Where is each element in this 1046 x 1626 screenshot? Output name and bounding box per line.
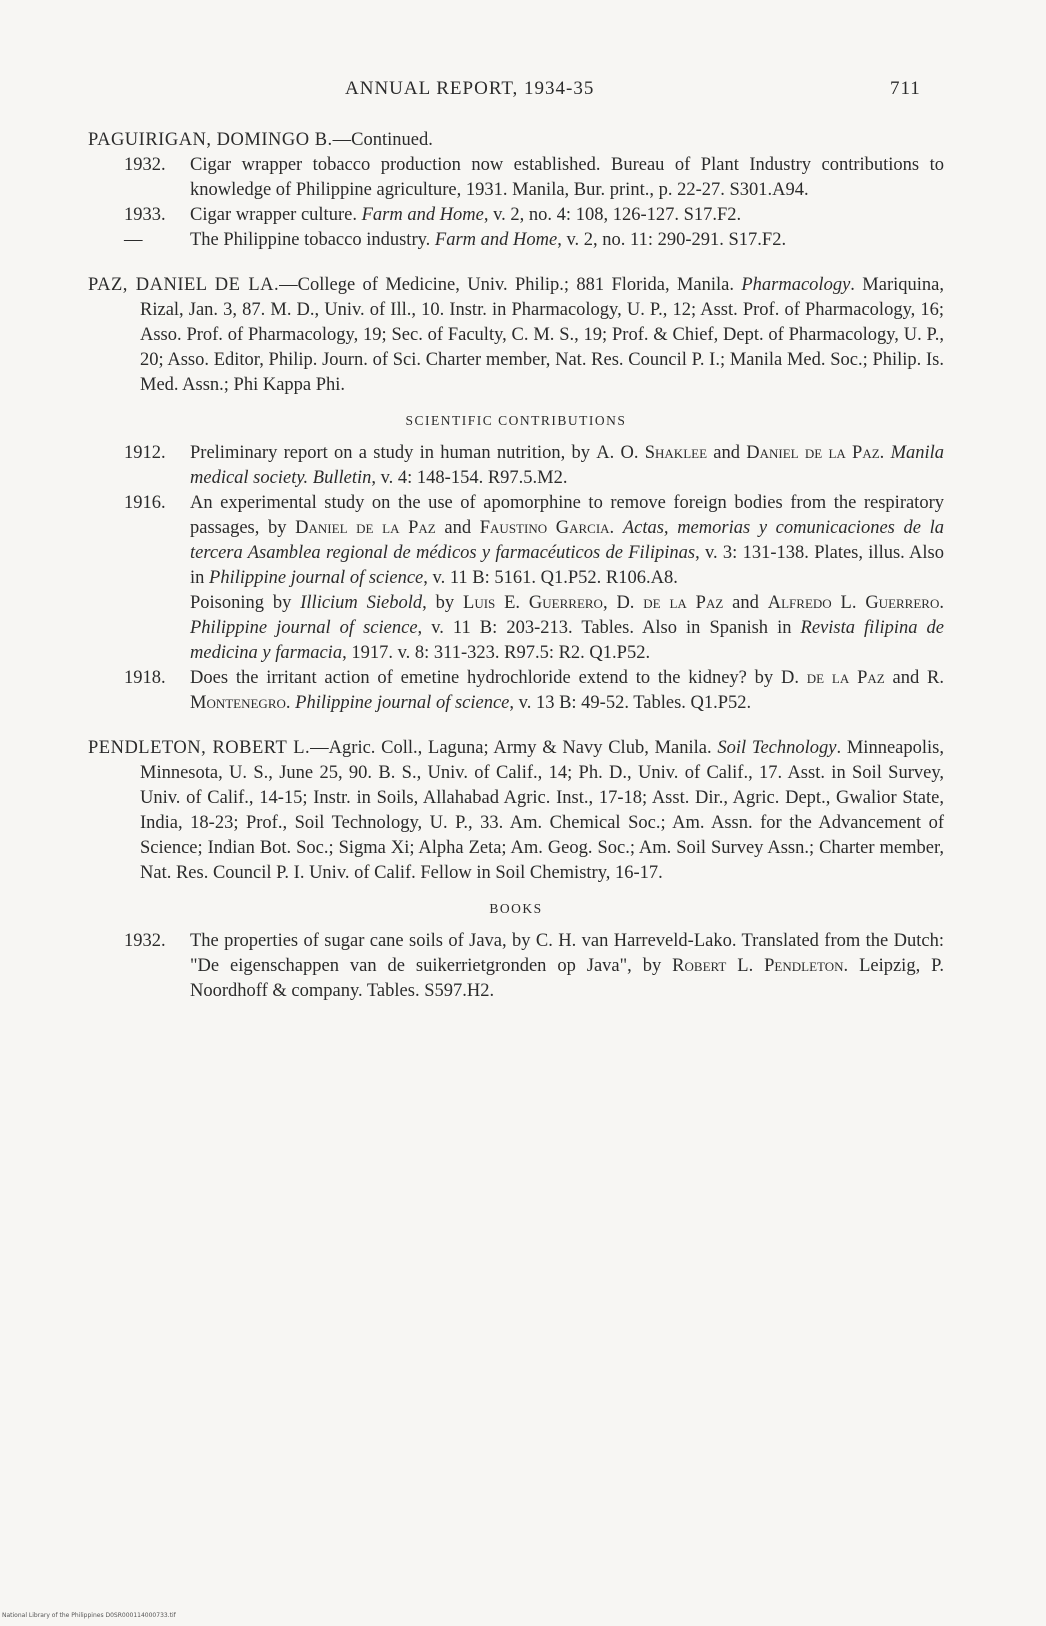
contribution-item: 1912. Preliminary report on a study in human nutrition, by A. O. Shaklee and Daniel de la Paz. Manila medical society. Bulletin, v. 4: 148-154. R97.5.M2.	[124, 443, 945, 488]
entry-item: 1933. Cigar wrapper culture. Farm and Home, v. 2, no. 4: 108, 126-127. S17.F2.	[124, 205, 742, 225]
contribution-item: Poisoning by Illicium Siebold, by Luis E. Guerrero, D. de la Paz and Alfredo L. Guerrero. Philippine journal of science, v. 11 B: 203-213. Tables. Also in Spanish in Revista filipina de medicina y farmacia, 1917. v. 8: 311-323. R97.5: R2. Q1.P52.	[190, 593, 944, 663]
contribution-item: 1916. An experimental study on the use of apomorphine to remove foreign bodies from the respiratory passages, by Daniel de la Paz and Faustino Garcia. Actas, memorias y comunicaciones de la tercera Asamblea regional de médicos y farmacéuticos de Filipinas, v. 3: 131-138. Plates, illus. Also in Philippine journal of science, v. 11 B: 5161. Q1.P52. R106.A8.	[124, 493, 945, 588]
page-body	[88, 128, 944, 1004]
entry-header-paguirigan: PAGUIRIGAN, DOMINGO B.—Continued.	[88, 130, 433, 150]
entry-item: — The Philippine tobacco industry. Farm and Home, v. 2, no. 11: 290-291. S17.F2.	[124, 230, 787, 250]
entry-header-paz: PAZ, DANIEL DE LA.—College of Medicine, Univ. Philip.; 881 Florida, Manila. Pharmacology. Mariquina, Rizal, Jan. 3, 87. M. D., Univ. of Ill., 10. Instr. in Pharmacology, U. P., 12; Asst. Prof. of Pharmacology, 16; Asso. Prof. of Pharmacology, 19; Sec. of Faculty, C. M. S., 19; Prof. & Chief, Dept. of Pharmacology, U. P., 20; Asso. Editor, Philip. Journ. of Sci. Charter member, Nat. Res. Council P. I.; Manila Med. Soc.; Philip. Is. Med. Assn.; Phi Kappa Phi.	[88, 275, 944, 395]
page-number: 711	[890, 78, 921, 99]
book-item: 1932. The properties of sugar cane soils of Java, by C. H. van Harreveld-Lako. Translated from the Dutch: "De eigenschappen van de suikerrietgronden op Java", by Robert L. Pendleton. Leipzig, P. Noordhoff & company. Tables. S597.H2.	[124, 931, 944, 1001]
contribution-item: 1918. Does the irritant action of emetine hydrochloride extend to the kidney? by D. de la Paz and R. Montenegro. Philippine journal of science, v. 13 B: 49-52. Tables. Q1.P52.	[124, 668, 945, 713]
running-header	[0, 78, 1046, 108]
entry-header-pendleton: PENDLETON, ROBERT L.—Agric. Coll., Laguna; Army & Navy Club, Manila. Soil Technology. Minneapolis, Minnesota, U. S., June 25, 90. B. S., Univ. of Calif., 14; Ph. D., Univ. of Calif., 17. Asst. in Soil Survey, Univ. of Calif., 14-15; Instr. in Soils, Allahabad Agric. Inst., 17-18; Asst. Dir., Agric. Dept., Gwalior State, India, 18-23; Prof., Soil Technology, U. P., 33. Am. Chemical Soc.; Am. Assn. for the Advancement of Science; Indian Bot. Soc.; Sigma Xi; Alpha Zeta; Am. Geog. Soc.; Am. Soil Survey Assn.; Charter member, Nat. Res. Council P. I. Univ. of Calif. Fellow in Soil Chemistry, 16-17.	[88, 738, 944, 883]
entry-item: 1932. Cigar wrapper tobacco production now established. Bureau of Plant Industry contributions to knowledge of Philippine agriculture, 1931. Manila, Bur. print., p. 22-27. S301.A94.	[124, 155, 944, 200]
section-heading-books: BOOKS	[489, 901, 543, 916]
page-title: ANNUAL REPORT, 1934-35	[345, 78, 595, 99]
section-heading-scientific-contributions: SCIENTIFIC CONTRIBUTIONS	[405, 413, 627, 428]
scan-footer: National Library of the Philippines D0SR000114000733.tif	[2, 1612, 176, 1619]
